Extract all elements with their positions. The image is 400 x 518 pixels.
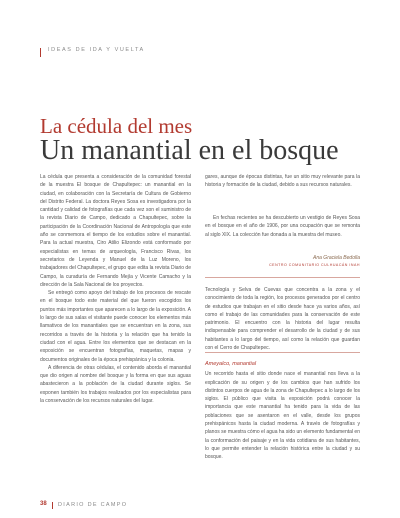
footer-label: DIARIO DE CAMPO: [58, 502, 128, 508]
left-paragraph-3: A diferencia de otras cédulas, el contenido aborda el manantial que dio origen al nombre del bosque y la forma en que sus aguas abastecieron a la población de la ciudad durante siglos. Se exponen también los trabajos realizados por los especialistas para la conservación de los recursos naturales del lugar.: [40, 364, 191, 405]
right-paragraph-top: gares, aunque de épocas distintas, fue un sitio muy relevante para la historia y formación de la ciudad, debido a sus recursos naturales.: [205, 174, 360, 189]
right-paragraph-bottom: Un recorrido hasta el sitio donde nace el manantial nos lleva a la explicación de su origen y de los cambios que han sufrido los distintos cuerpos de agua de la zona de Chapultepec a lo largo de los siglos. El público que visita la exposición podrá conocer la importancia que este manantial ha tenido para la vida de las poblaciones que se asentaron en el valle, desde los grupos prehispánicos hasta la ciudad moderna. A través de fotografías y planos se muestra cómo el agua ha sido un elemento fundamental en la conformación del paisaje y en la vida cotidiana de sus habitantes, lo que permite entender la relación histórica entre la ciudad y su bosque.: [205, 371, 360, 461]
right-paragraph-mid: Tecnología y Selva de Cuevas que concentra a la zona y el conocimiento de toda la región, los procesos generados por el centro de estudios que trabajan en el sitio desde hace ya varios años, así como el trabajo de las comunidades para la conservación de este patrimonio. El encuentro con la historia del lugar resulta indispensable para comprender el desarrollo de la ciudad y de sus habitantes a lo largo del tiempo, así como la relación que guardan con el Cerro de Chapultepec.: [205, 287, 360, 352]
signature: [262, 255, 360, 269]
right-column-bottom: [205, 360, 360, 493]
divider: [205, 352, 360, 353]
left-paragraph-2: Se entregó como apoyo del trabajo de los procesos de rescate en el bosque todo este material del que fueron escogidos los puntos más importantes que aparecen a lo largo de la exposición. A lo largo de sus salas el visitante puede conocer los elementos más llamativos de los manantiales que se encuentran en la zona, sus recorridos a través de la historia y la relación que ha tenido la ciudad con el agua. Entre los elementos que se destacan en la exposición se encuentran fotografías, maquetas, mapas y documentos originales de la época prehispánica y la colonia.: [40, 290, 191, 363]
right-column-top-2: [205, 214, 360, 250]
right-column-top: [205, 173, 360, 213]
section-label: IDEAS DE IDA Y VUELTA: [48, 47, 145, 53]
page-number: 38: [40, 501, 47, 507]
section-rule: [40, 48, 41, 57]
right-column-mid: [205, 286, 360, 352]
article-kicker: La cédula del mes: [40, 114, 193, 138]
left-paragraph-1: La cédula que presenta a consideración de la comunidad forestal de la muestra El bosque de Chapultepec: un manantial en la ciudad, en colaboración con la Secretaría de Cultura de Gobierno del Distrito Federal. La doctora Reyes Sosa es investigadora por la cantidad y calidad de fotografías que cada vez son el suministro de la revista Diario de Campo, dedicado a Chapultepec, sobre la participación de la Coordinación Nacional de Antropología que este año se conmemora el tiempo de los estudios sobre el manantial. Para la actual muestra, Ciro Atilio Elizondo está conformado por especialistas en temas de arqueología, Francisco Rivas, los secretarios de Leyenda y Manuel de la Luz Moreno, los trabajadores del Chapultepec, el grupo que edita la revista Diario de Campo, la curaduría de Fernando Mejía y Vicente Camacho y la dirección de la Sala Nacional de los proyectos.: [40, 174, 191, 288]
left-column: [40, 173, 191, 493]
divider: [205, 277, 360, 278]
signature-name: Ana Graciela Bedolla: [313, 255, 360, 261]
article-title: Un manantial en el bosque: [40, 135, 339, 166]
right-paragraph-top-2: En fechas recientes se ha descubierto un vestigio de Reyes Sosa en el bosque en el año de 1906, por una ocupación que se remonta al siglo XIX. La colección fue donada a la muestra del museo.: [205, 215, 360, 238]
signature-org: CENTRO COMUNITARIO CULHUACÁN INAH: [269, 263, 360, 267]
subheading: Ameyalco, manantial: [205, 361, 257, 367]
footer-rule: [52, 502, 53, 509]
